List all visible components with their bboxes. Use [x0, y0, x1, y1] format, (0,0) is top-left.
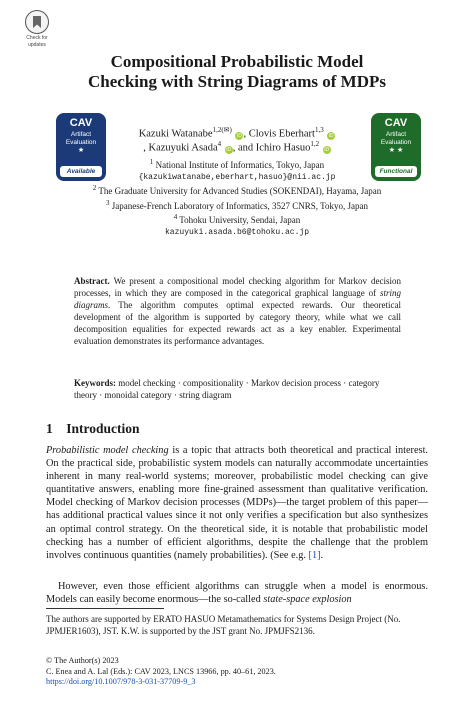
star-icon: ★ — [77, 147, 85, 154]
section-heading — [46, 421, 140, 437]
keywords-text: model checking · compositionality · Markov decision process · category theory · monoidal category · string diagram — [74, 378, 380, 400]
affiliation-3: $^3$ Japanese-French Laboratory of Informatics, 3527 CNRS, Tokyo, Japan — [106, 198, 368, 211]
badge-line2: Evaluation — [65, 138, 97, 146]
author-affil: 4 — [217, 140, 222, 148]
keywords-label: Keywords: — [74, 378, 116, 388]
abstract-emphasis: string diagrams — [74, 288, 402, 310]
author-name: and Ichiro Hasuo — [238, 142, 311, 154]
orcid-icon[interactable]: iD — [324, 146, 330, 153]
affiliation-2: $^2$ The Graduate University for Advanced Studies (SOKENDAI), Hayama, Japan — [92, 184, 382, 196]
affiliation-1: $^1$ National Institute of Informatics, Tokyo, Japan — [149, 158, 325, 170]
bookmark-icon — [25, 10, 49, 34]
abstract-text-a: We present a compositional model checking algorithm for Markov decision processes, in which they are composed in the categorical graphical language of — [74, 276, 401, 298]
check-for-updates-badge[interactable] — [14, 10, 60, 48]
abstract — [74, 275, 401, 347]
intro-paragraph-2 — [46, 580, 428, 606]
title-line-1: Compositional Probabilistic Model — [110, 52, 364, 71]
footnote-rule — [46, 608, 164, 609]
keywords — [74, 377, 401, 401]
author-affil: 1,2(✉) — [212, 126, 232, 134]
badge-line2: Evaluation — [380, 138, 412, 146]
abstract-text-b: . The algorithm computes optimal expected rewards. Our theoretical development of the algorithm is supported by category theory, while what we call decomposition equalities for expected rewards act as a key enabler. Experimental evaluation demonstrates its performance advantages. — [74, 300, 401, 346]
p1-emphasis: Probabilistic model checking — [46, 445, 169, 456]
section-title: Introduction — [66, 421, 140, 436]
citation-link[interactable]: [1] — [308, 549, 321, 561]
email-4[interactable]: kazuyuki.asada.b6@tohoku.ac.jp — [164, 227, 310, 237]
authors-line-1: Kazuki Watanabe$^{1,2(✉)}$ iD , Clovis Eberhart$^{1,3}$ iD — [138, 126, 334, 140]
author-affil: 1,3 — [314, 126, 324, 134]
affiliation-4: $^4$ Tohoku University, Sendai, Japan — [173, 213, 301, 225]
p2-text: However, even those efficient algorithms can struggle when a model is enormous. Models can easily become enormous—the so-called — [46, 581, 428, 606]
copyright-block — [46, 656, 428, 688]
badge-cav-label: CAV — [69, 117, 93, 129]
p2-emphasis: state-space explosion — [263, 594, 352, 606]
badge-cav-label: CAV — [384, 117, 408, 129]
badge-functional-label: Functional — [375, 166, 417, 177]
author-affil: 1,2 — [310, 140, 320, 148]
stars-icon: ★ ★ — [388, 147, 404, 154]
author-name: Clovis Eberhart — [248, 128, 315, 140]
footnote: The authors are supported by ERATO HASUO Metamathematics for Systems Design Project (No. JPMJER1603), JST. K.W. is supported by the JST grant No. JPMJFS2136. — [46, 614, 401, 636]
affiliations — [0, 157, 474, 238]
doi-link[interactable]: https://doi.org/10.1007/978-3-031-37709-9_3 — [46, 677, 196, 686]
check-for-updates-line1: Check for — [26, 35, 48, 41]
orcid-icon[interactable]: iD — [237, 132, 242, 139]
proceedings-line: C. Enea and A. Lal (Eds.): CAV 2023, LNCS 13966, pp. 40–61, 2023. — [46, 666, 276, 676]
badge-line1: Artifact — [385, 131, 407, 138]
p1-text: is a topic that attracts both theoretical and practical interest. On the practical side, probabilistic system models can naturally accommodate uncertainties inherent in many real-world systems; moreover, probabilistic model checking can give quantitative answers, enabling more fine-grained assessment than qualitative verification. Model checking of Markov decision processes (MDPs)—the target problem of this paper—has additional practical values since it not only verifies a specification but also synthesizes an optimal control strategy. On the theoretical side, it is notable that probabilistic model checking has a number of efficient algorithms, despite the challenge that the problem involves continuous quantities (namely probabilities). (See e.g. — [46, 445, 428, 561]
paper-title — [0, 52, 474, 92]
author-name: Kazuki Watanabe — [138, 128, 213, 140]
title-line-2: Checking with String Diagrams of MDPs — [88, 72, 386, 91]
badge-available-label: Available — [60, 166, 102, 177]
check-for-updates-line2: updates — [28, 42, 46, 48]
orcid-icon[interactable]: iD — [328, 132, 334, 139]
authors-line-2: , Kazuyuki Asada$^4$ iD , and Ichiro Hasuo$^{1,2}$ iD — [143, 140, 330, 154]
intro-paragraph-1: Probabilistic model checking is a topic that attracts both theoretical and practical interest. On the practical side, probabilistic system models can naturally accommodate uncertainties inherent in many real-world systems; moreover, probabilistic model checking can give quantitative answers, enabling more fine-grained assessment than qualitative verification. Model checking of Markov decision processes (MDPs)—the target problem of this paper—has additional practical values since it not only verifies a specification but also synthesizes an optimal control strategy. On the theoretical side, it is notable that probabilistic model checking has a number of efficient algorithms, despite the challenge that the problem involves continuous quantities (namely probabilities). (See e.g. [1]. — [46, 445, 428, 561]
badge-line1: Artifact — [70, 131, 92, 138]
section-number: 1 — [46, 421, 53, 436]
orcid-icon[interactable]: iD — [226, 146, 232, 153]
author-name: Kazuyuki Asada — [148, 142, 218, 154]
email-1[interactable]: {kazukiwatanabe,eberhart,hasuo}@nii.ac.jp — [138, 172, 336, 182]
copyright-line: © The Author(s) 2023 — [46, 656, 119, 665]
abstract-label: Abstract. — [74, 276, 110, 286]
